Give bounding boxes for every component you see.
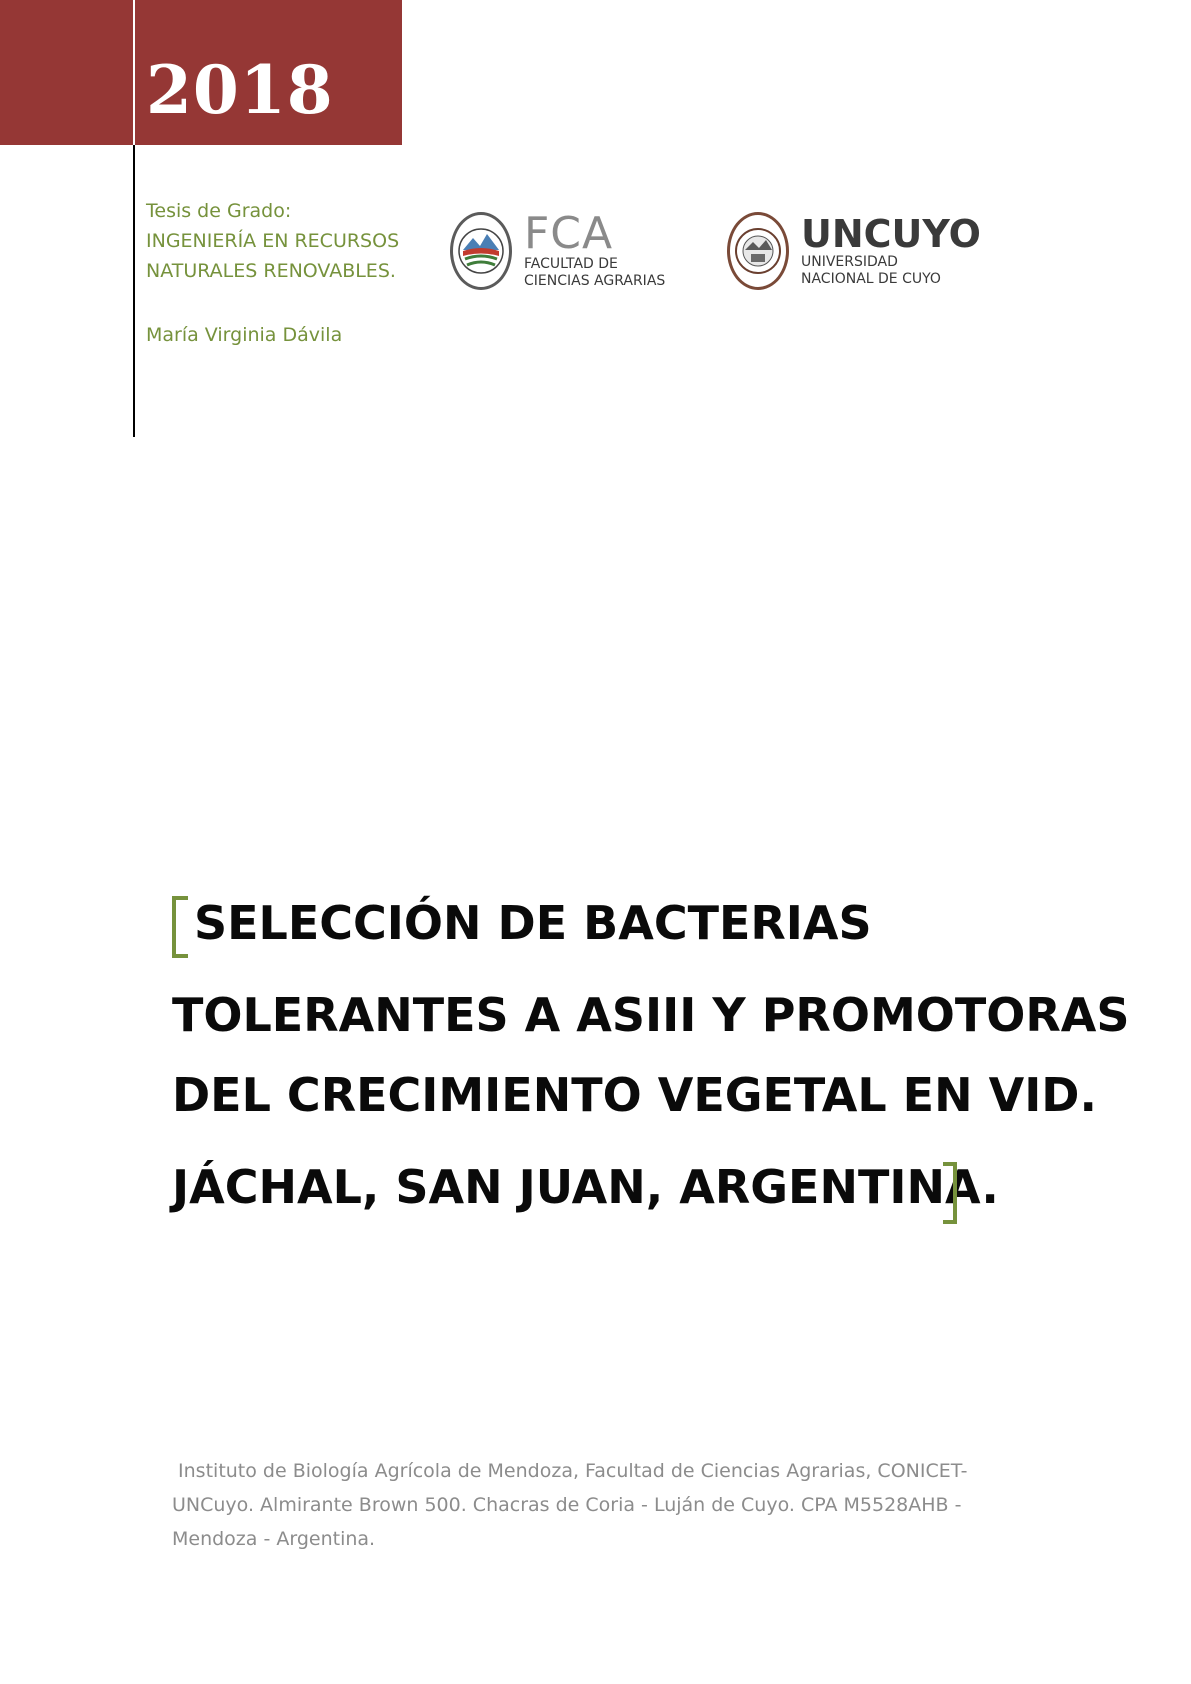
uncuyo-logo (727, 212, 981, 290)
vertical-divider (133, 145, 135, 437)
author-name: María Virginia Dávila (146, 324, 343, 346)
fca-line-1: FACULTAD DE (524, 256, 618, 272)
year-label: 2018 (146, 51, 334, 129)
degree-line-2: NATURALES RENOVABLES. (146, 260, 396, 282)
footer-line-3: Mendoza - Argentina. (172, 1528, 376, 1550)
title-line-2: TOLERANTES A ASIII Y PROMOTORAS (172, 988, 1130, 1042)
title-line-1: SELECCIÓN DE BACTERIAS (194, 896, 872, 950)
title-line-4: JÁCHAL, SAN JUAN, ARGENTINA. (172, 1160, 999, 1214)
uncuyo-acronym: UNCUYO (801, 212, 981, 256)
uncuyo-line-2: NACIONAL DE CUYO (801, 271, 941, 287)
uncuyo-seal-icon (727, 212, 789, 290)
uncuyo-line-1: UNIVERSIDAD (801, 254, 898, 270)
fca-line-2: CIENCIAS AGRARIAS (524, 273, 666, 289)
vertical-divider-top (133, 0, 135, 145)
thesis-meta (146, 196, 399, 350)
title-line-3: DEL CRECIMIENTO VEGETAL EN VID. (172, 1068, 1097, 1122)
footer-line-1: Instituto de Biología Agrícola de Mendoza, Facultad de Ciencias Agrarias, CONICET- (172, 1460, 968, 1482)
year-band (0, 0, 402, 145)
footer-line-2: UNCuyo. Almirante Brown 500. Chacras de Coria - Luján de Cuyo. CPA M5528AHB - (172, 1494, 962, 1516)
fca-seal-icon (450, 212, 512, 290)
thesis-label: Tesis de Grado: (146, 200, 292, 222)
fca-acronym: FCA (524, 208, 614, 259)
fca-logo (450, 208, 666, 290)
institution-footer (172, 1454, 1012, 1556)
title-bracket-close (943, 1162, 957, 1224)
degree-line-1: INGENIERÍA EN RECURSOS (146, 230, 400, 252)
